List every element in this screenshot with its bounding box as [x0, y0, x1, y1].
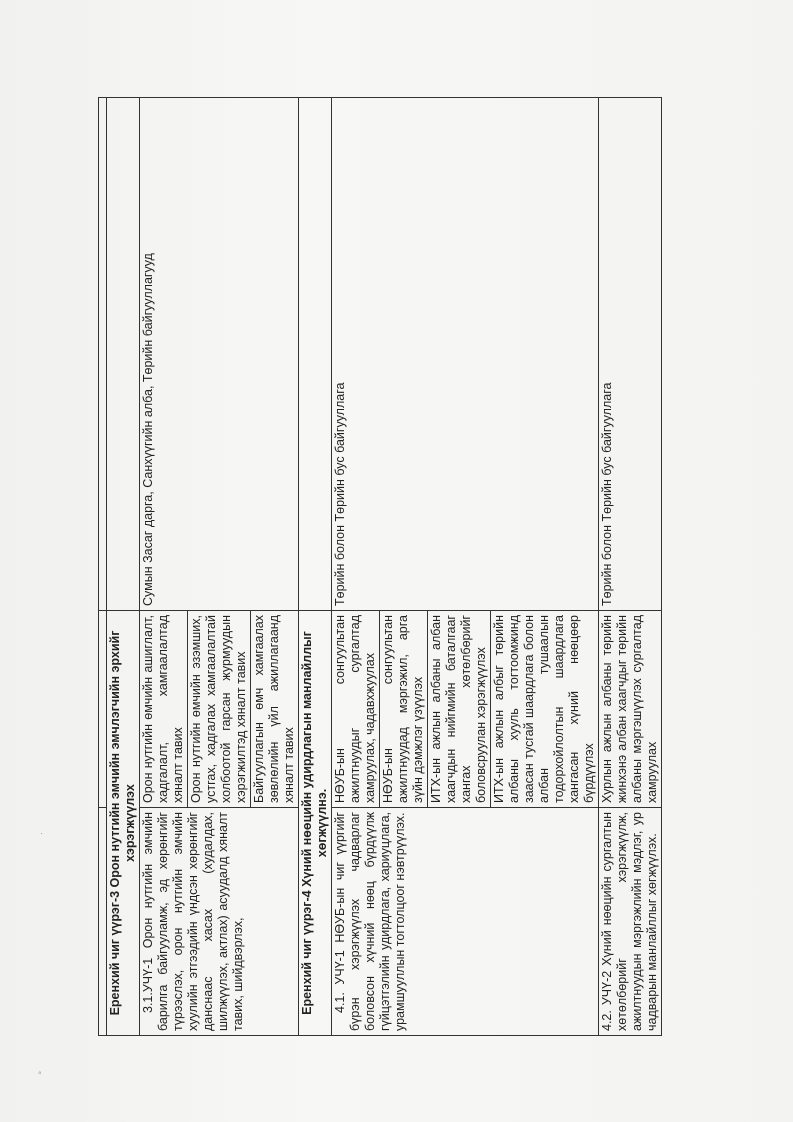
activity-cell: ИТХ-ын ажлын албыг төрийн албаны хууль тогтоомжинд заасан тусгай шаардлага болон албан тушаалын тодорхойлолтын шаардлага хангасан хүний нөөцөөр бүрдүүлэх: [491, 611, 599, 808]
section-heading-row: [107, 98, 140, 1036]
section-heading: Еренхий чиг үүрэг-4 Хүний нөөцийн удирдлагын манлайллыг хөгжүүлнэ.: [299, 611, 332, 1036]
activity-cell: Орон нутгийн өмчийн ашиглалт, хадгалалт, хамгаалалтад хяналт тавих: [140, 611, 188, 808]
section-heading-row: [299, 98, 332, 1036]
responsible-cell: Төрийн болон Төрийн бус байгууллага: [332, 98, 599, 611]
goal-cell: [332, 808, 599, 1036]
table-row: [140, 98, 188, 1036]
goal-text: 4.1. УЧҮ-1 НӨУБ-ын чиг үүргийг бүрэн хэрэгжүүлэх чадварлаг боловсон хүчний нөөц бүрдүүлж гүйцэтгэлийн удирдлага, хариуцлага, урамшууллын тогтолцоог нэвтрүүлэх.: [333, 812, 407, 1031]
table-top-row: [99, 98, 107, 1036]
responsible-cell: Сумын Засаг дарга, Санхүүгийн алба, Төрийн байгууллагууд: [140, 98, 299, 611]
activity-cell: НӨУБ-ын сонгуультан ажилтнуудад мэргэжил, арга зүйн дэмжлэг үзүүлэх: [380, 611, 428, 808]
activity-cell: Байгууллагын өмч хамгаалах зөвлөлийн үйл ажиллагаанд хяналт тавих: [251, 611, 299, 808]
activity-cell: НӨУБ-ын сонгуультан ажилтнуудыг сургалтад хамруулах, чадавхжуулах: [332, 611, 380, 808]
section-heading: Еренхий чиг үүрэг-3 Орон нутгийн эмчийн эмчлэгчийн эрхийг хэрэгжүүлэх: [107, 611, 140, 1036]
goal-cell: [140, 808, 299, 1036]
activity-cell: ИТХ-ын ажлын албаны албан хаагчдын нийгмийн баталгааг хангах хөтөлбөрийг боловсруулан хэрэгжүүлэх: [428, 611, 491, 808]
plan-table: [98, 97, 662, 1036]
responsible-cell: Төрийн болон Төрийн бус байгууллага: [599, 98, 662, 611]
rotated-document: [98, 98, 710, 1036]
table-row: [332, 98, 380, 1036]
activity-cell: Орон нутгийн өмчийн эзэмших, устгах, хадгалах хамгаалалтай холбоотой гарсан журмуудын хэрэгжилтэд хяналт тавих: [188, 611, 251, 808]
goal-cell: 4.2. УЧҮ-2 Хүний нөөцийн сургалтын хөтөлбөрийг хэрэгжүүлж, ажилтнуудын мэргэжлийн мэдлэг, ур чадварын манлайллыг хөгжүүлэх.: [599, 808, 662, 1036]
goal-text: 3.1.УЧҮ-1 Орон нутгийн эмчийн барилга байгууламж, эд хөрөнгийг түрээслэх, орон нутгийн эмчийн хуулийн этгээдийн үндсэн хөрөнгийг данснаас хасах (худалдах, шилжүүлэх, актлах) асуудалд хяналт тавих, шийдвэрлэх,: [141, 812, 245, 1031]
scan-speck: °: [38, 1070, 42, 1080]
scan-speck: ·: [40, 828, 43, 838]
activity-cell: Хурлын ажлын албаны төрийн жинхэнэ албан хаагчдыг төрийн албаны мэргэшүүлэх сургалтад хамруулах: [599, 611, 662, 808]
table-row: [599, 98, 662, 1036]
